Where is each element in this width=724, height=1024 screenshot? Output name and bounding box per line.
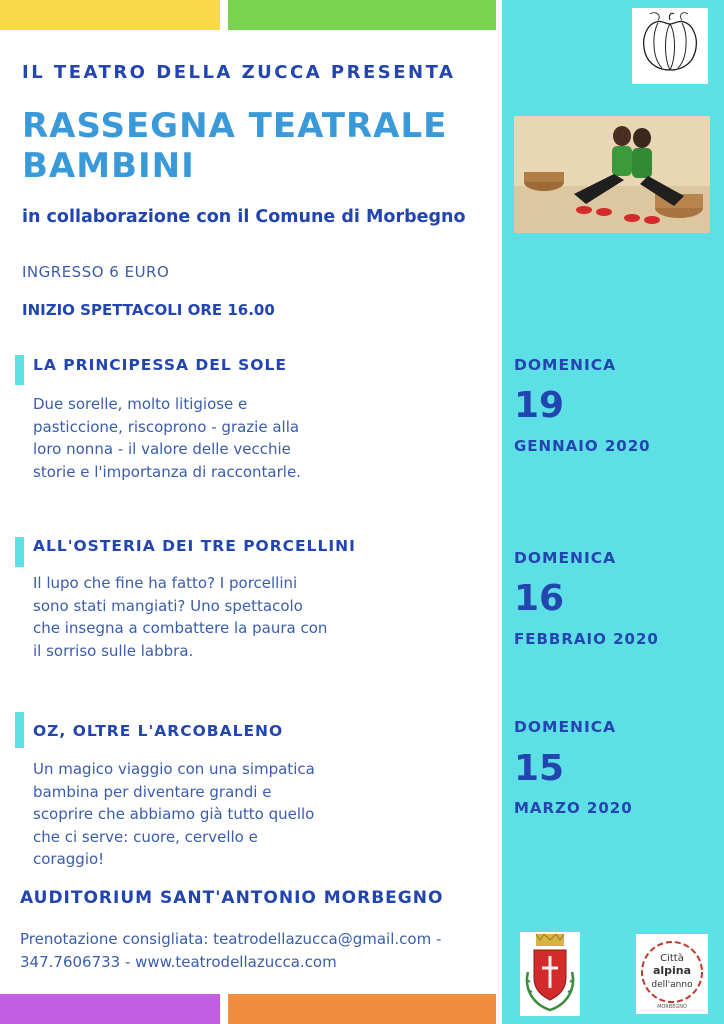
svg-text:alpina: alpina (652, 964, 692, 977)
show-title: OZ, OLTRE L'ARCOBALENO (33, 722, 284, 740)
show-day-of-week: DOMENICA (514, 549, 617, 567)
show-accent-bar (15, 712, 24, 748)
show-description: Due sorelle, molto litigiose e pasticcione, riscoprono - grazie alla loro nonna - il valore delle vecchie storie e l'importanza di raccontarle. (33, 395, 301, 481)
show-day-of-week: DOMENICA (514, 718, 617, 736)
coat-of-arms-icon (520, 932, 580, 1016)
show-photo (514, 116, 710, 233)
top-green-bar (228, 0, 496, 30)
show-month-year: MARZO 2020 (514, 799, 633, 817)
booking-info: Prenotazione consigliata: teatrodellazucca@gmail.com - 347.7606733 - www.teatrodellazucca.com (20, 930, 442, 971)
citta-alpina-logo (636, 934, 708, 1014)
show-day: 19 (514, 385, 565, 426)
entry-price: INGRESSO 6 EURO (22, 263, 170, 281)
svg-text:Città: Città (660, 953, 684, 964)
bottom-purple-bar (0, 994, 220, 1024)
teatro-zucca-logo (632, 8, 708, 84)
pumpkin-icon (632, 8, 708, 84)
show-accent-bar (15, 537, 24, 567)
show-title: LA PRINCIPESSA DEL SOLE (33, 356, 287, 374)
show-month-year: FEBBRAIO 2020 (514, 630, 659, 648)
svg-text:dell'anno: dell'anno (651, 980, 693, 990)
show-description: Un magico viaggio con una simpatica bambina per diventare grandi e scoprire che abbiamo già tutto quello che ci serve: cuore, cervello e coraggio! (33, 760, 315, 868)
top-yellow-bar (0, 0, 220, 30)
svg-text:MORBEGNO: MORBEGNO (657, 1004, 687, 1010)
start-time: INIZIO SPETTACOLI ORE 16.00 (22, 301, 275, 319)
show-day-of-week: DOMENICA (514, 356, 617, 374)
bottom-orange-bar (228, 994, 496, 1024)
venue-name: AUDITORIUM SANT'ANTONIO MORBEGNO (20, 888, 444, 908)
show-day: 15 (514, 748, 565, 789)
show-day: 16 (514, 578, 565, 619)
collaboration-line: in collaborazione con il Comune di Morbegno (22, 207, 466, 227)
show-month-year: GENNAIO 2020 (514, 437, 651, 455)
show-title: ALL'OSTERIA DEI TRE PORCELLINI (33, 537, 356, 555)
presenter-line: IL TEATRO DELLA ZUCCA PRESENTA (22, 62, 456, 83)
show-accent-bar (15, 355, 24, 385)
comune-coat-of-arms (520, 932, 580, 1016)
citta-alpina-icon (636, 934, 708, 1014)
show-description: Il lupo che fine ha fatto? I porcellini sono stati mangiati? Uno spettacolo che insegna a combattere la paura con il sorriso sulle labbra. (33, 574, 328, 660)
page-title: RASSEGNA TEATRALE BAMBINI (22, 106, 448, 186)
